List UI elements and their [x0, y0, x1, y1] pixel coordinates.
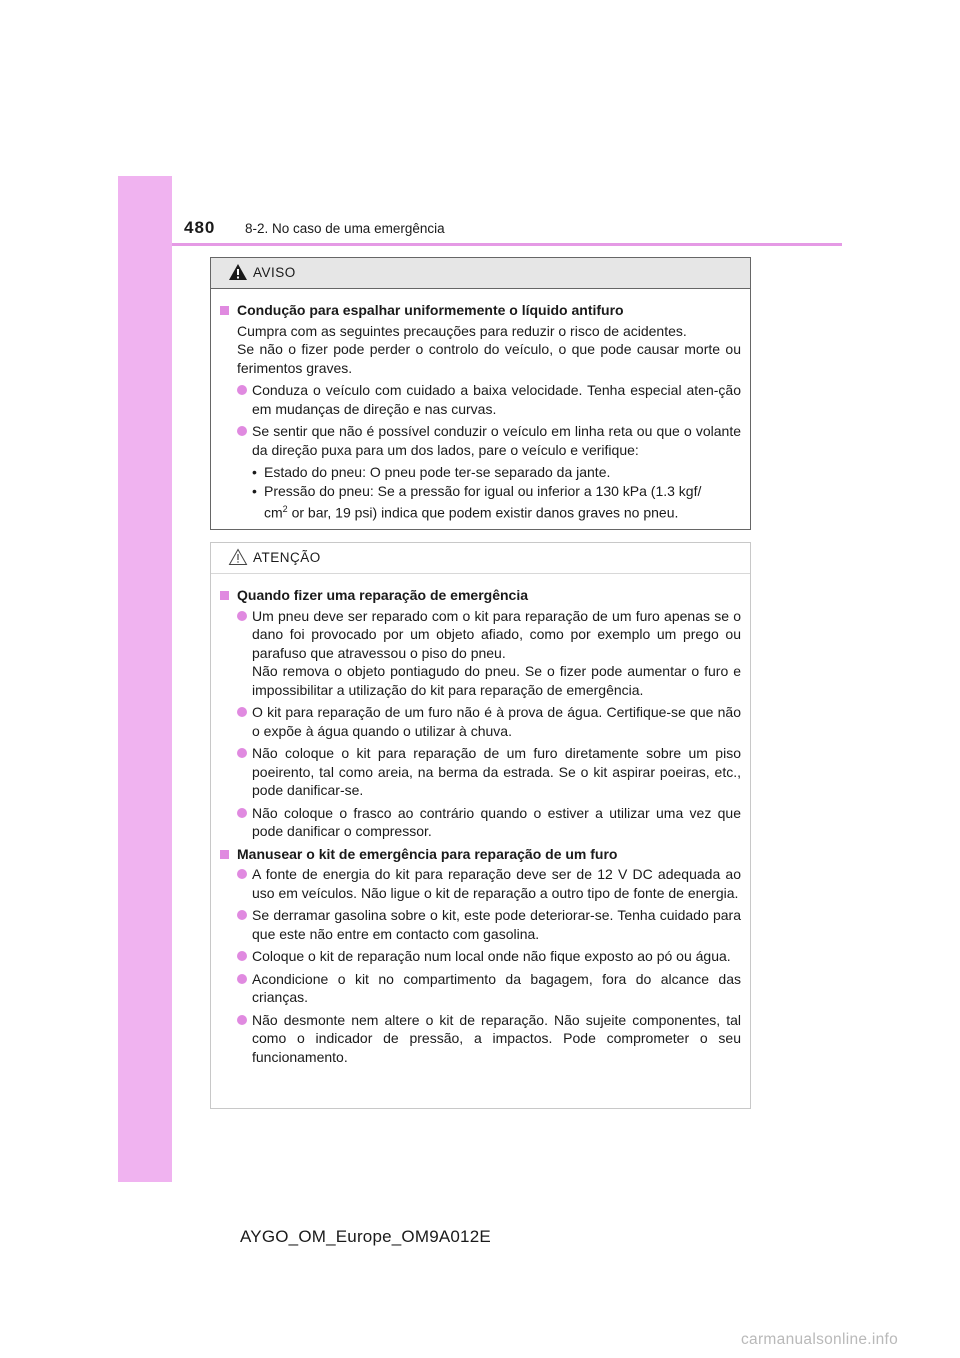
round-bullet-icon: [237, 910, 247, 920]
warning-sub-item: • Estado do pneu: O pneu pode ter-se separado da jante.: [252, 464, 611, 480]
round-bullet-icon: [237, 951, 247, 961]
round-bullet-icon: [237, 869, 247, 879]
warning-intro: Cumpra com as seguintes precauções para reduzir o risco de acidentes. Se não o fizer pode perder o controlo do veículo, o que pode causar morte ou ferimentos graves.: [237, 322, 741, 376]
caution-box: [210, 542, 751, 1109]
header-divider: [172, 243, 842, 246]
caution-label: ATENÇÃO: [253, 550, 321, 565]
round-bullet-icon: [237, 748, 247, 758]
round-bullet-icon: [237, 707, 247, 717]
warning-bullet: Conduza o veículo com cuidado a baixa velocidade. Tenha especial aten-ção em mudanças de direção e nas curvas.: [220, 381, 741, 418]
page-number: 480: [184, 218, 216, 237]
caution-bullet: Um pneu deve ser reparado com o kit para reparação de um furo apenas se o dano foi provocado por um objeto afiado, como por exemplo um prego ou parafuso que atravessou o piso do pneu. Não remova o objeto pontiagudo do pneu. Se o fizer pode aumentar o furo e impossibilitar a utilização do kit para reparação de emergência.: [220, 607, 741, 700]
square-bullet-icon: [220, 591, 229, 600]
caution-bullet: Coloque o kit de reparação num local onde não fique exposto ao pó ou água.: [220, 947, 741, 966]
caution-bullet: O kit para reparação de um furo não é à prova de água. Certifique-se que não o expõe à água quando o utilizar à chuva.: [220, 703, 741, 740]
round-bullet-icon: [237, 385, 247, 395]
caution-bullet: Não coloque o frasco ao contrário quando o estiver a utilizar uma vez que pode danificar o compressor.: [220, 804, 741, 841]
watermark: carmanualsonline.info: [741, 1331, 899, 1348]
section-title: 8-2. No caso de uma emergência: [245, 221, 445, 236]
warning-triangle-filled-icon: [228, 263, 248, 281]
caution-bullet: Acondicione o kit no compartimento da bagagem, fora do alcance das crianças.: [220, 970, 741, 1007]
round-bullet-icon: [237, 611, 247, 621]
round-bullet-icon: [237, 426, 247, 436]
document-code: AYGO_OM_Europe_OM9A012E: [240, 1227, 491, 1246]
warning-box: [210, 257, 751, 530]
round-bullet-icon: [237, 974, 247, 984]
side-tab: [118, 176, 172, 1182]
warning-heading: Condução para espalhar uniformemente o líquido antifuro: [220, 301, 741, 320]
caution-bullet: Não desmonte nem altere o kit de reparação. Não sujeite componentes, tal como o indicador de pressão, a impactos. Pode comprometer o seu funcionamento.: [220, 1011, 741, 1067]
square-bullet-icon: [220, 850, 229, 859]
caution-header: [211, 543, 750, 574]
caution-bullet: Não coloque o kit para reparação de um furo diretamente sobre um piso poeirento, tal como areia, na berma da estrada. Se o kit aspirar poeiras, etc., pode danificar-se.: [220, 744, 741, 800]
warning-header: [211, 258, 750, 289]
round-bullet-icon: [237, 1015, 247, 1025]
caution-heading-1: Quando fizer uma reparação de emergência: [220, 586, 741, 605]
caution-heading-2: Manusear o kit de emergência para reparação de um furo: [220, 845, 741, 864]
warning-label: AVISO: [253, 265, 296, 280]
round-bullet-icon: [237, 808, 247, 818]
warning-sub-item: • Pressão do pneu: Se a pressão for igual ou inferior a 130 kPa (1.3 kgf/ $cm^2$ or bar, 19 psi) indica que podem existir danos graves no pneu.: [252, 482, 702, 521]
warning-triangle-outline-icon: [228, 548, 248, 566]
warning-bullet: Se sentir que não é possível conduzir o veículo em linha reta ou que o volante da direção puxa para um dos lados, pare o veículo e verifique:: [220, 422, 741, 459]
caution-bullet: Se derramar gasolina sobre o kit, este pode deteriorar-se. Tenha cuidado para que este não entre em contacto com gasolina.: [220, 906, 741, 943]
caution-bullet: A fonte de energia do kit para reparação deve ser de 12 V DC adequada ao uso em veículos. Não ligue o kit de reparação a outro tipo de fonte de energia.: [220, 865, 741, 902]
square-bullet-icon: [220, 306, 229, 315]
